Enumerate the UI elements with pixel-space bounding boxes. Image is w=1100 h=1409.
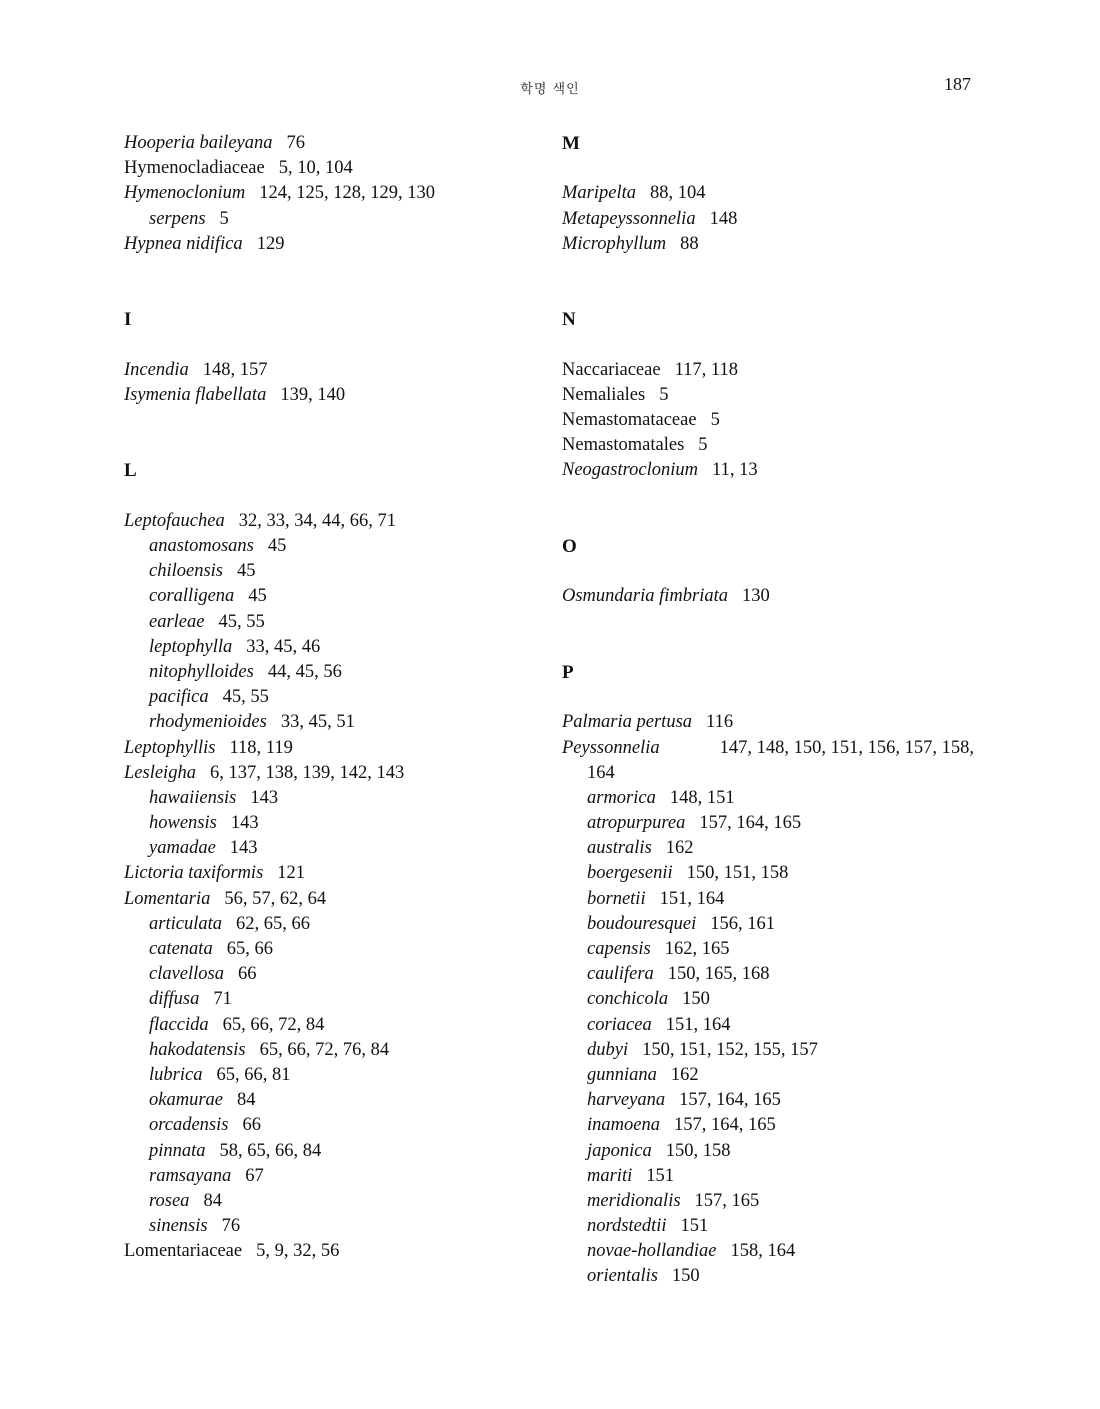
index-subentry — [562, 912, 1012, 937]
index-subentry — [124, 635, 574, 660]
index-subentry — [562, 1264, 1012, 1289]
entry-pages: 150 — [682, 989, 710, 1010]
entry-pages: 157, 164, 165 — [673, 1115, 776, 1136]
section-letter-i: I — [124, 309, 132, 331]
entry-group — [562, 181, 1012, 257]
entry-name: Microphyllum — [562, 233, 667, 254]
entry-name: Hooperia baileyana — [124, 133, 273, 153]
entry-name: boergesenii — [587, 863, 673, 884]
index-subentry — [124, 1038, 574, 1063]
index-subentry — [124, 559, 574, 584]
entry-group — [562, 584, 1012, 609]
entry-pages: 33, 45, 46 — [246, 636, 321, 657]
entry-pages: 5 — [698, 435, 708, 456]
entry-name: armorica — [587, 787, 656, 808]
entry-name: Lesleigha — [124, 762, 196, 783]
index-entry — [124, 509, 574, 534]
index-entry — [124, 383, 574, 408]
entry-pages: 118, 119 — [229, 737, 293, 758]
index-subentry — [124, 1088, 574, 1113]
entry-group — [124, 131, 574, 257]
index-subentry — [124, 962, 574, 987]
entry-pages: 150 — [671, 1266, 700, 1287]
entry-pages: 130 — [742, 586, 770, 607]
entry-pages: 147, 148, 150, 151, 156, 157, 158, — [719, 737, 974, 758]
entry-name: capensis — [587, 939, 651, 960]
index-entry — [562, 232, 1012, 257]
entry-name: flaccida — [149, 1014, 209, 1035]
entry-pages: 151 — [646, 1165, 674, 1186]
index-subentry — [562, 861, 1012, 886]
index-column-left — [124, 131, 574, 1264]
entry-pages: 139, 140 — [280, 384, 346, 405]
section-letter-l: L — [124, 460, 137, 482]
index-subentry — [124, 987, 574, 1012]
index-subentry — [124, 710, 574, 735]
entry-pages: 65, 66 — [226, 939, 273, 960]
entry-pages: 129 — [256, 233, 285, 254]
entry-name: diffusa — [149, 989, 200, 1010]
entry-name: Neogastroclonium — [562, 460, 699, 481]
entry-name: Hymenoclonium — [124, 183, 246, 204]
entry-name: inamoena — [587, 1115, 660, 1136]
entry-pages: 5 — [219, 208, 229, 229]
index-subentry — [562, 1239, 1012, 1264]
section-gap — [562, 559, 1012, 584]
index-entry — [562, 433, 1012, 458]
entry-pages: 11, 13 — [712, 460, 758, 481]
entry-name: articulata — [149, 913, 222, 934]
section-gap — [124, 257, 574, 307]
entry-pages: 150, 165, 168 — [667, 964, 770, 985]
entry-name: meridionalis — [587, 1190, 681, 1211]
entry-pages: 45, 55 — [222, 687, 269, 708]
entry-pages: 44, 45, 56 — [267, 661, 342, 682]
entry-pages: 148, 157 — [202, 359, 268, 380]
index-entry — [124, 156, 574, 181]
index-entry — [124, 736, 574, 761]
entry-name: sinensis — [149, 1216, 208, 1237]
index-subentry — [124, 912, 574, 937]
entry-name: coralligena — [149, 586, 235, 607]
index-entry — [562, 207, 1012, 232]
entry-name: Peyssonnelia — [562, 737, 660, 758]
entry-pages: 150, 151, 152, 155, 157 — [642, 1039, 818, 1060]
index-subentry — [124, 1013, 574, 1038]
entry-name: australis — [587, 838, 652, 859]
entry-name: chiloensis — [149, 561, 223, 582]
index-subentry — [124, 836, 574, 861]
entry-pages: 65, 66, 72, 76, 84 — [259, 1039, 390, 1060]
entry-name: Lictoria taxiformis — [124, 863, 264, 884]
entry-name: Leptophyllis — [124, 737, 216, 758]
entry-pages: 124, 125, 128, 129, 130 — [259, 183, 435, 204]
entry-name: nordstedtii — [587, 1216, 667, 1237]
entry-name: Nemastomatales — [562, 435, 685, 456]
entry-pages: 143 — [250, 787, 279, 808]
entry-pages: 162, 165 — [664, 939, 730, 960]
entry-pages: 143 — [229, 838, 258, 859]
section-gap — [562, 610, 1012, 660]
index-entry — [124, 181, 574, 206]
index-column-right — [562, 131, 1012, 1290]
index-subentry — [124, 811, 574, 836]
entry-name: howensis — [149, 813, 217, 834]
index-entry — [124, 761, 574, 786]
entry-group — [562, 358, 1012, 484]
section-gap — [562, 484, 1012, 534]
entry-pages: 6, 137, 138, 139, 142, 143 — [209, 762, 405, 783]
section-gap — [124, 333, 574, 358]
entry-name: Hymenocladiaceae — [124, 158, 265, 179]
index-subentry — [562, 1113, 1012, 1138]
entry-pages: 157, 164, 165 — [699, 813, 802, 834]
entry-name: dubyi — [587, 1039, 629, 1060]
entry-pages: 5 — [659, 384, 669, 405]
entry-name: bornetii — [587, 888, 646, 909]
entry-name: Metapeyssonnelia — [562, 208, 696, 229]
entry-name: japonica — [587, 1140, 652, 1161]
entry-pages: 71 — [213, 989, 232, 1010]
section-gap — [562, 685, 1012, 710]
index-subentry — [562, 1013, 1012, 1038]
entry-pages: 156, 161 — [710, 913, 776, 934]
entry-name: nitophylloides — [149, 661, 254, 682]
entry-name: Palmaria pertusa — [562, 712, 693, 733]
entry-pages: 84 — [236, 1090, 256, 1111]
entry-name: rhodymenioides — [149, 712, 267, 733]
entry-group — [562, 710, 1012, 1289]
entry-pages: 5, 10, 104 — [278, 158, 353, 179]
index-subentry — [562, 1189, 1012, 1214]
index-subentry — [124, 207, 574, 232]
entry-name: pacifica — [149, 687, 209, 708]
entry-pages: 150, 151, 158 — [686, 863, 789, 884]
index-entry — [562, 710, 1012, 735]
index-entry — [124, 232, 574, 257]
section-letter-p: P — [562, 661, 574, 683]
index-subentry — [124, 1189, 574, 1214]
entry-name: Osmundaria fimbriata — [562, 586, 729, 607]
section-gap — [562, 333, 1012, 358]
entry-pages: 157, 164, 165 — [679, 1090, 781, 1111]
index-entry — [562, 408, 1012, 433]
entry-pages: 157, 165 — [694, 1190, 760, 1211]
index-subentry — [124, 660, 574, 685]
entry-pages: 33, 45, 51 — [280, 712, 355, 733]
entry-name: serpens — [149, 208, 206, 229]
entry-name: hawaiiensis — [149, 787, 237, 808]
entry-name: leptophylla — [149, 636, 233, 657]
index-subentry — [562, 1139, 1012, 1164]
entry-name: Naccariaceae — [562, 359, 661, 380]
section-gap — [124, 408, 574, 458]
entry-pages: 66 — [242, 1115, 261, 1136]
index-subentry — [124, 1063, 574, 1088]
entry-pages: 162 — [665, 838, 694, 859]
index-subentry — [124, 1164, 574, 1189]
entry-name: anastomosans — [149, 536, 254, 557]
entry-pages: 67 — [245, 1165, 264, 1186]
index-subentry — [562, 937, 1012, 962]
index-subentry — [124, 1113, 574, 1138]
entry-name: Isymenia flabellata — [124, 384, 267, 405]
entry-pages: 76 — [221, 1216, 241, 1237]
entry-name: orcadensis — [149, 1115, 229, 1136]
entry-name: rosea — [149, 1190, 190, 1211]
entry-name: Hypnea nidifica — [124, 233, 243, 254]
entry-name: harveyana — [587, 1090, 666, 1111]
index-entry — [124, 358, 574, 383]
section-gap — [562, 156, 1012, 181]
entry-pages: 151, 164 — [659, 888, 725, 909]
entry-pages: 5 — [710, 410, 720, 431]
entry-name: conchicola — [587, 989, 669, 1010]
entry-name: lubrica — [149, 1064, 203, 1085]
entry-group — [124, 509, 574, 1265]
index-subentry — [562, 1214, 1012, 1239]
index-subentry — [562, 836, 1012, 861]
entry-name: Nemaliales — [562, 384, 646, 405]
index-subentry — [124, 937, 574, 962]
index-subentry — [124, 534, 574, 559]
index-entry — [562, 584, 1012, 609]
entry-pages-continuation: 164 — [587, 762, 615, 783]
entry-pages: 45 — [267, 536, 287, 557]
entry-name: ramsayana — [149, 1165, 232, 1186]
entry-name: Maripelta — [562, 183, 636, 204]
index-entry — [124, 861, 574, 886]
index-subentry — [124, 786, 574, 811]
section-gap — [124, 484, 574, 509]
entry-name: coriacea — [587, 1014, 652, 1035]
index-subentry — [562, 811, 1012, 836]
entry-pages: 66 — [238, 964, 257, 985]
section-gap — [562, 257, 1012, 307]
entry-name: Incendia — [124, 359, 189, 380]
entry-name: Nemastomataceae — [562, 410, 697, 431]
entry-name: clavellosa — [149, 964, 225, 985]
index-subentry — [562, 887, 1012, 912]
entry-pages: 117, 118 — [674, 359, 738, 380]
entry-name: yamadae — [149, 838, 216, 859]
entry-pages: 148, 151 — [669, 787, 735, 808]
entry-name: Lomentariaceae — [124, 1241, 243, 1262]
entry-pages: 32, 33, 34, 44, 66, 71 — [238, 510, 396, 531]
index-subentry — [124, 685, 574, 710]
index-subentry — [562, 962, 1012, 987]
entry-name: orientalis — [587, 1266, 658, 1287]
entry-name: mariti — [587, 1165, 633, 1186]
index-entry — [562, 181, 1012, 206]
index-entry — [124, 131, 574, 156]
index-entry — [124, 1239, 574, 1264]
entry-pages: 158, 164 — [730, 1241, 796, 1262]
index-subentry — [124, 584, 574, 609]
entry-pages: 84 — [203, 1190, 222, 1211]
entry-pages: 148 — [709, 208, 738, 229]
entry-pages: 76 — [286, 133, 305, 153]
entry-name: novae-hollandiae — [587, 1241, 717, 1262]
entry-pages: 151, 164 — [665, 1014, 731, 1035]
entry-name: gunniana — [587, 1064, 657, 1085]
index-entry — [562, 458, 1012, 483]
index-subentry — [562, 1038, 1012, 1063]
entry-pages: 58, 65, 66, 84 — [219, 1140, 322, 1161]
entry-group — [124, 358, 574, 408]
index-entry — [562, 736, 1012, 761]
entry-name: pinnata — [149, 1140, 206, 1161]
running-header: 학명 색인 — [520, 82, 580, 97]
entry-pages: 151 — [680, 1216, 709, 1237]
index-entry — [562, 358, 1012, 383]
entry-name: atropurpurea — [587, 813, 686, 834]
entry-name: caulifera — [587, 964, 654, 985]
entry-pages: 121 — [277, 863, 306, 884]
entry-name: Leptofauchea — [124, 510, 225, 531]
entry-pages: 150, 158 — [665, 1140, 731, 1161]
index-subentry — [562, 1164, 1012, 1189]
section-letter-n: N — [562, 309, 576, 331]
entry-pages: 143 — [230, 813, 259, 834]
section-letter-m: M — [562, 133, 580, 154]
entry-pages: 65, 66, 72, 84 — [222, 1014, 325, 1035]
page-number: 187 — [944, 74, 971, 94]
index-subentry — [124, 1214, 574, 1239]
entry-name: earleae — [149, 611, 205, 632]
entry-pages: 88 — [680, 233, 699, 254]
section-letter-o: O — [562, 536, 577, 558]
index-subentry — [124, 1139, 574, 1164]
entry-name: catenata — [149, 939, 213, 960]
index-subentry — [562, 987, 1012, 1012]
index-subentry — [124, 610, 574, 635]
entry-pages: 5, 9, 32, 56 — [256, 1241, 340, 1262]
entry-pages: 62, 65, 66 — [235, 913, 310, 934]
entry-pages: 45 — [248, 586, 267, 607]
entry-justified-line — [562, 736, 974, 761]
entry-name: boudouresquei — [587, 913, 697, 934]
entry-pages: 116 — [706, 712, 734, 733]
index-entry — [124, 887, 574, 912]
entry-pages: 162 — [670, 1064, 699, 1085]
entry-name: Lomentaria — [124, 888, 211, 909]
entry-name: okamurae — [149, 1090, 223, 1111]
index-subentry — [562, 1063, 1012, 1088]
entry-pages: 56, 57, 62, 64 — [224, 888, 327, 909]
entry-pages: 88, 104 — [650, 183, 706, 204]
index-subentry — [562, 1088, 1012, 1113]
entry-pages: 45, 55 — [218, 611, 265, 632]
entry-pages: 65, 66, 81 — [216, 1064, 291, 1085]
entry-name: hakodatensis — [149, 1039, 246, 1060]
entry-pages: 45 — [237, 561, 256, 582]
index-subentry — [562, 786, 1012, 811]
index-entry — [562, 383, 1012, 408]
